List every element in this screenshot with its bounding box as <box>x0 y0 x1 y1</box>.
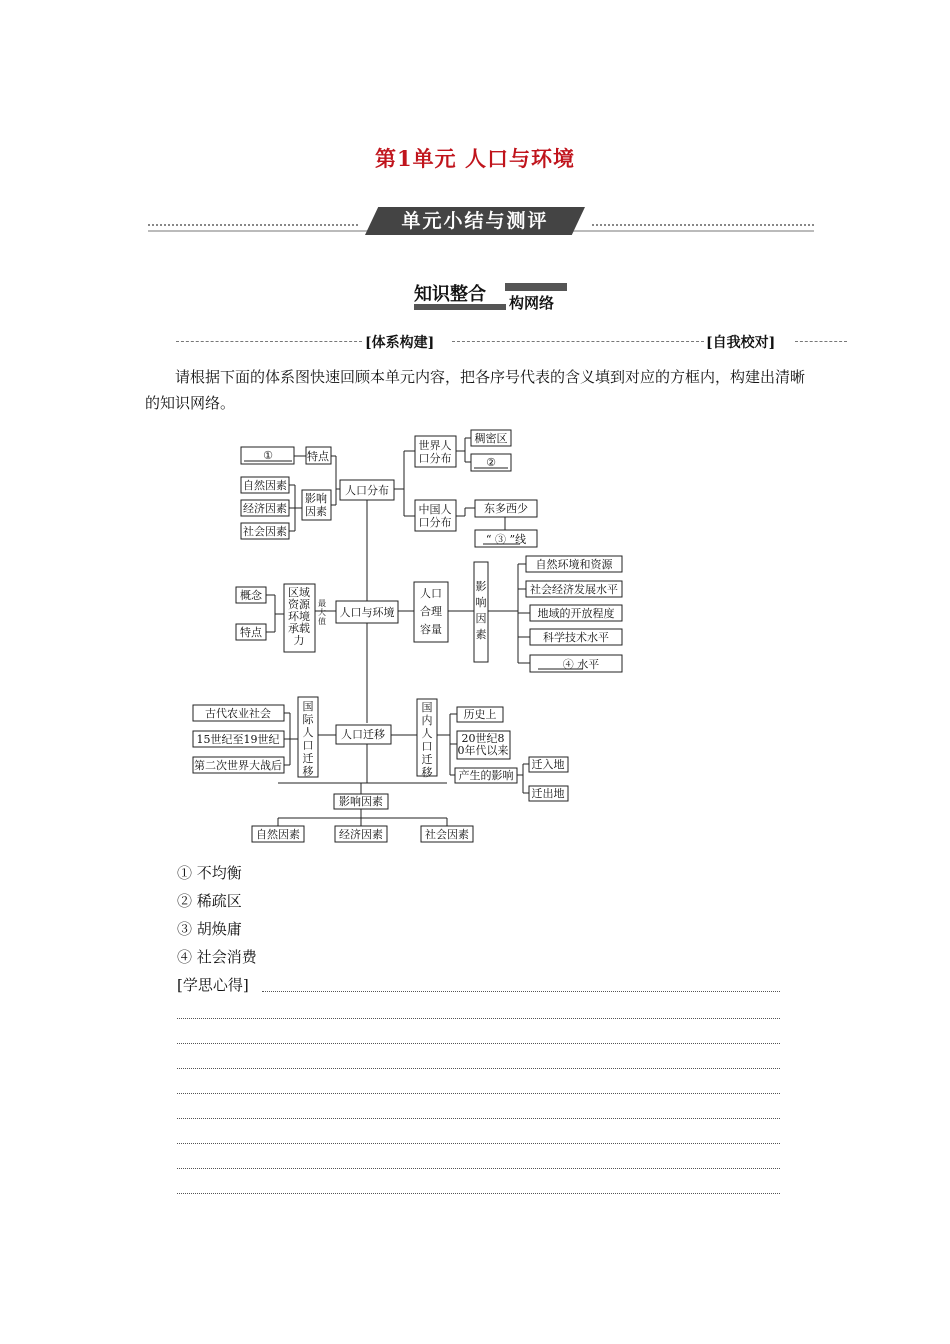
dense-area-label: 稠密区 <box>474 432 508 445</box>
economic-factor-label: 经济因素 <box>243 502 287 515</box>
self-check-label: [自我校对] <box>706 335 776 351</box>
cap-factor-2-label: 地域的开放程度 <box>537 607 615 620</box>
cap-influence-label: 影响因素 <box>475 580 487 641</box>
world-distribution-label: 世界人口分布 <box>418 439 452 465</box>
dom-effects-label: 产生的影响 <box>458 769 514 782</box>
notes-label: [学思心得] <box>177 976 249 994</box>
max-value-label: 最大值 <box>318 599 326 626</box>
note-line[interactable] <box>177 1193 780 1194</box>
move-in-label: 迁入地 <box>531 758 565 771</box>
intl-period-1-label: 15世纪至19世纪 <box>196 733 280 746</box>
note-line[interactable] <box>262 991 780 992</box>
concept-label: 概念 <box>240 589 262 602</box>
answer-2: ② 稀疏区 <box>177 892 242 910</box>
social-factor-label: 社会因素 <box>243 525 287 538</box>
note-line[interactable] <box>177 1018 780 1019</box>
banner-title: 单元小结与测评 <box>401 210 549 232</box>
mig-factor-2-label: 社会因素 <box>425 828 469 841</box>
influence-label: 影响因素 <box>305 492 327 518</box>
unit-title: 第1单元 人口与环境 <box>375 146 575 171</box>
answer-1: ① 不均衡 <box>177 864 242 882</box>
cap-factor-1-label: 社会经济发展水平 <box>530 583 618 596</box>
region-capacity-label: 区域资源环境承载力 <box>288 586 310 647</box>
cap-factor-3-label: 科学技术水平 <box>543 631 609 644</box>
international-label: 国际人口迁移 <box>302 700 314 778</box>
section-subheading: 构网络 <box>509 294 555 312</box>
note-line[interactable] <box>177 1143 780 1144</box>
answer-4: ④ 社会消费 <box>177 948 257 966</box>
hu-line-label: “ ③ ”线 <box>485 533 527 546</box>
intl-period-0-label: 古代农业社会 <box>205 707 271 720</box>
center-label: 人口与环境 <box>339 606 395 619</box>
answer-3: ③ 胡焕庸 <box>177 920 242 938</box>
note-line[interactable] <box>177 1118 780 1119</box>
feature-label: 特点 <box>307 450 329 463</box>
cap-factor-0-label: 自然环境和资源 <box>535 558 613 571</box>
blank-2-label: ② <box>486 456 496 469</box>
system-build-label: [体系构建] <box>365 335 435 351</box>
move-out-label: 迁出地 <box>531 787 565 800</box>
distribution-label: 人口分布 <box>345 484 389 497</box>
mig-factor-0-label: 自然因素 <box>256 828 300 841</box>
blank-1-label: ① <box>263 449 273 462</box>
mig-factor-1-label: 经济因素 <box>339 828 383 841</box>
mig-influence-label: 影响因素 <box>339 795 383 808</box>
dom-1980s-label: 20世纪8 0年代以来 <box>457 732 509 757</box>
note-line[interactable] <box>177 1168 780 1169</box>
china-distribution-label: 中国人口分布 <box>418 503 452 529</box>
dom-history-label: 历史上 <box>463 708 497 721</box>
natural-factor-label: 自然因素 <box>243 479 287 492</box>
section-heading: 知识整合 <box>414 284 486 305</box>
east-west-label: 东多西少 <box>484 502 528 515</box>
note-line[interactable] <box>177 1043 780 1044</box>
domestic-label: 国内人口迁移 <box>421 701 433 779</box>
intl-period-2-label: 第二次世界大战后 <box>194 759 282 772</box>
note-line[interactable] <box>177 1093 780 1094</box>
instruction-paragraph: 请根据下面的体系图快速回顾本单元内容，把各序号代表的含义填到对应的方框内，构建出清晰的知识网络。 <box>145 368 806 412</box>
note-line[interactable] <box>177 1068 780 1069</box>
reasonable-capacity-label: 人口合理容量 <box>420 587 442 636</box>
cap-feature-label: 特点 <box>240 626 262 639</box>
cap-factor-4-label: ④ 水平 <box>562 658 600 671</box>
migration-label: 人口迁移 <box>341 728 385 741</box>
